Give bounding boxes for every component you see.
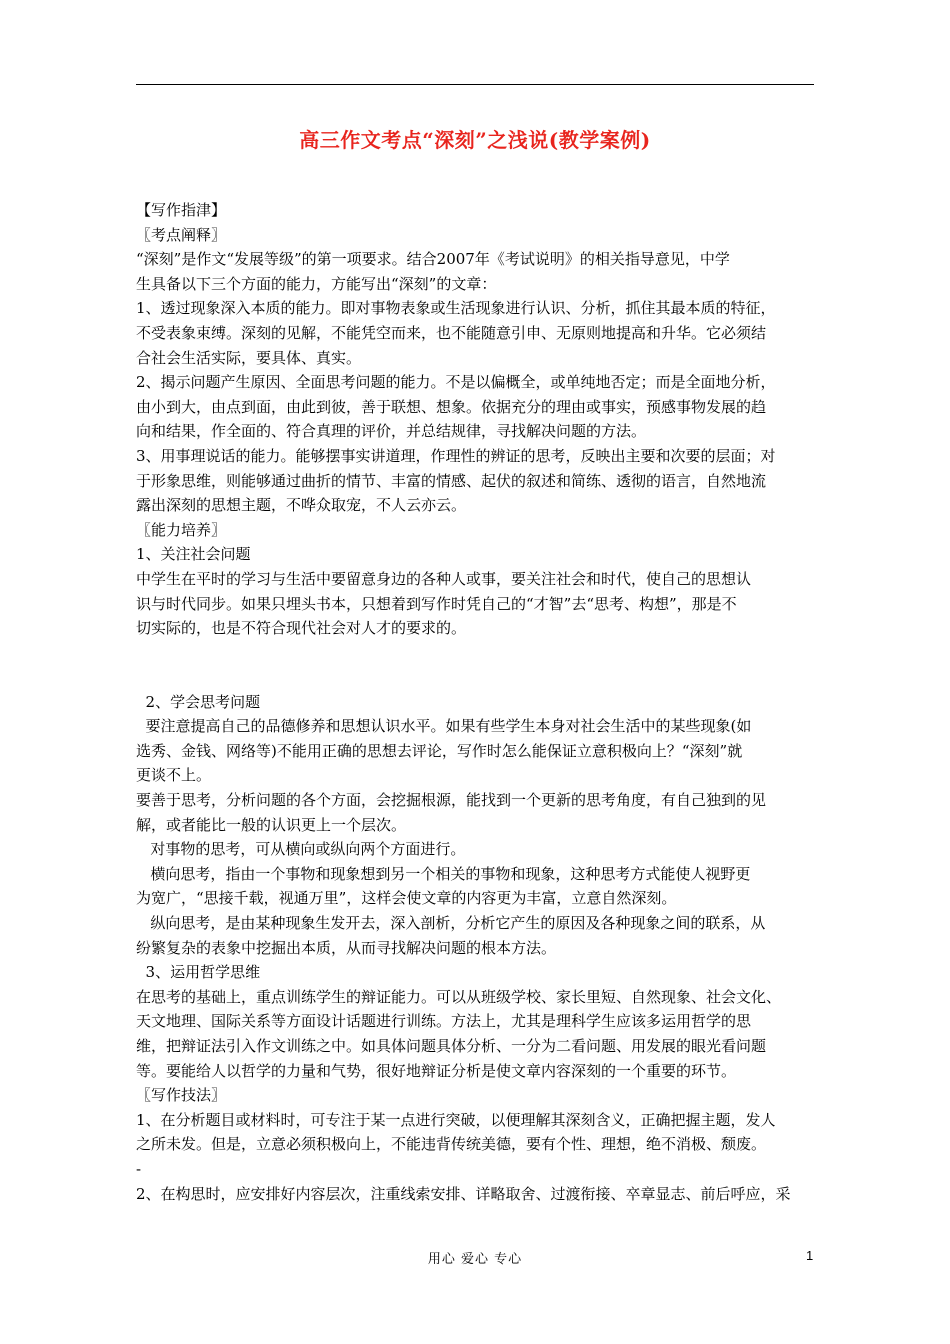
text-line: 生具备以下三个方面的能力，方能写出“深刻”的文章： bbox=[136, 274, 497, 293]
text-line: 选秀、金钱、网络等)不能用正确的思想去评论，写作时怎么能保证立意积极向上？“深刻”就 bbox=[136, 741, 743, 760]
document-title: 高三作文考点“深刻”之浅说(教学案例) bbox=[299, 128, 651, 152]
text-line: 1、关注社会问题 bbox=[136, 545, 251, 564]
text-line: 〖考点阐释〗 bbox=[136, 225, 227, 244]
text-line: 露出深刻的思想主题，不哗众取宠，不人云亦云。 bbox=[136, 496, 467, 515]
page-number: 1 bbox=[806, 1248, 814, 1263]
text-line: 对事物的思考，可从横向或纵向两个方面进行。 bbox=[136, 840, 466, 859]
text-line: 1、透过现象深入本质的能力。即对事物表象或生活现象进行认识、分析，抓住其最本质的特征， bbox=[136, 299, 776, 318]
text-line: 【写作指津】 bbox=[136, 201, 227, 219]
text-line: 2、学会思考问题 bbox=[136, 692, 261, 711]
text-line: 解，或者能比一般的认识更上一个层次。 bbox=[136, 815, 407, 834]
text-line: 中学生在平时的学习与生活中要留意身边的各种人或事，要关注社会和时代，使自己的思想认 bbox=[136, 569, 752, 588]
body-block-1 bbox=[136, 198, 816, 641]
text-line: 纷繁复杂的表象中挖掘出本质，从而寻找解决问题的根本方法。 bbox=[136, 938, 557, 957]
text-line: 要善于思考，分析问题的各个方面，会挖掘根源，能找到一个更新的思考角度，有自己独到的见 bbox=[136, 791, 767, 810]
text-line: 2、揭示问题产生原因、全面思考问题的能力。不是以偏概全，或单纯地否定；而是全面地分析， bbox=[136, 373, 776, 392]
text-line: 3、用事理说话的能力。能够摆事实讲道理，作理性的辨证的思考，反映出主要和次要的层面；对 bbox=[136, 446, 776, 465]
page-footer: 用心 爱心 专心 bbox=[427, 1252, 523, 1267]
text-line: “深刻”是作文“发展等级”的第一项要求。结合2007年《考试说明》的相关指导意见，中学 bbox=[136, 250, 730, 269]
text-line: 更谈不上。 bbox=[136, 766, 212, 785]
paragraph-gap bbox=[136, 641, 816, 690]
text-line: 横向思考，指由一个事物和现象想到另一个相关的事物和现象，这种思考方式能使人视野更 bbox=[136, 864, 751, 883]
text-line: 要注意提高自己的品德修养和思想认识水平。如果有些学生本身对社会生活中的某些现象(如 bbox=[136, 717, 752, 736]
text-line: 2、在构思时，应安排好内容层次，注重线索安排、详略取舍、过渡衔接、卒章显志、前后呼应，采 bbox=[136, 1184, 791, 1203]
text-line: 〖写作技法〗 bbox=[136, 1086, 227, 1105]
body-block-2 bbox=[136, 690, 816, 1206]
text-line: 于形象思维，则能够通过曲折的情节、丰富的情感、起伏的叙述和简练、透彻的语言，自然地流 bbox=[136, 471, 767, 490]
text-line: 切实际的，也是不符合现代社会对人才的要求的。 bbox=[136, 619, 467, 638]
text-line: 由小到大，由点到面，由此到彼，善于联想、想象。依据充分的理由或事实，预感事物发展的趋 bbox=[136, 397, 767, 416]
text-line: 之所未发。但是，立意必须积极向上，不能违背传统美德，要有个性、理想，绝不消极、颓废。 bbox=[136, 1135, 767, 1154]
text-line: 纵向思考，是由某种现象生发开去，深入剖析，分析它产生的原因及各种现象之间的联系，从 bbox=[136, 914, 766, 933]
text-line: 〖能力培养〗 bbox=[136, 520, 227, 539]
document-body bbox=[136, 198, 816, 1206]
text-line: - bbox=[136, 1159, 142, 1178]
text-line: 不受表象束缚。深刻的见解，不能凭空而来，也不能随意引申、无原则地提高和升华。它必须结 bbox=[136, 323, 767, 342]
text-line: 1、在分析题目或材料时，可专注于某一点进行突破，以便理解其深刻含义，正确把握主题，发人 bbox=[136, 1110, 776, 1129]
text-line: 识与时代同步。如果只埋头书本，只想着到写作时凭自己的“才智”去“思考、构想”，那是不 bbox=[136, 594, 737, 613]
header-rule bbox=[136, 84, 814, 85]
text-line: 等。要能给人以哲学的力量和气势，很好地辩证分析是使文章内容深刻的一个重要的环节。 bbox=[136, 1061, 737, 1080]
text-line: 天文地理、国际关系等方面设计话题进行训练。方法上，尤其是理科学生应该多运用哲学的思 bbox=[136, 1012, 752, 1031]
text-line: 维，把辩证法引入作文训练之中。如具体问题具体分析、一分为二看问题、用发展的眼光看问题 bbox=[136, 1037, 767, 1055]
text-line: 3、运用哲学思维 bbox=[136, 963, 261, 982]
text-line: 合社会生活实际，要具体、真实。 bbox=[136, 348, 362, 367]
text-line: 向和结果，作全面的、符合真理的评价，并总结规律，寻找解决问题的方法。 bbox=[136, 422, 647, 441]
text-line: 在思考的基础上，重点训练学生的辩证能力。可以从班级学校、家长里短、自然现象、社会文化、 bbox=[136, 987, 782, 1006]
text-line: 为宽广，“思接千载，视通万里”，这样会使文章的内容更为丰富，立意自然深刻。 bbox=[136, 889, 677, 908]
